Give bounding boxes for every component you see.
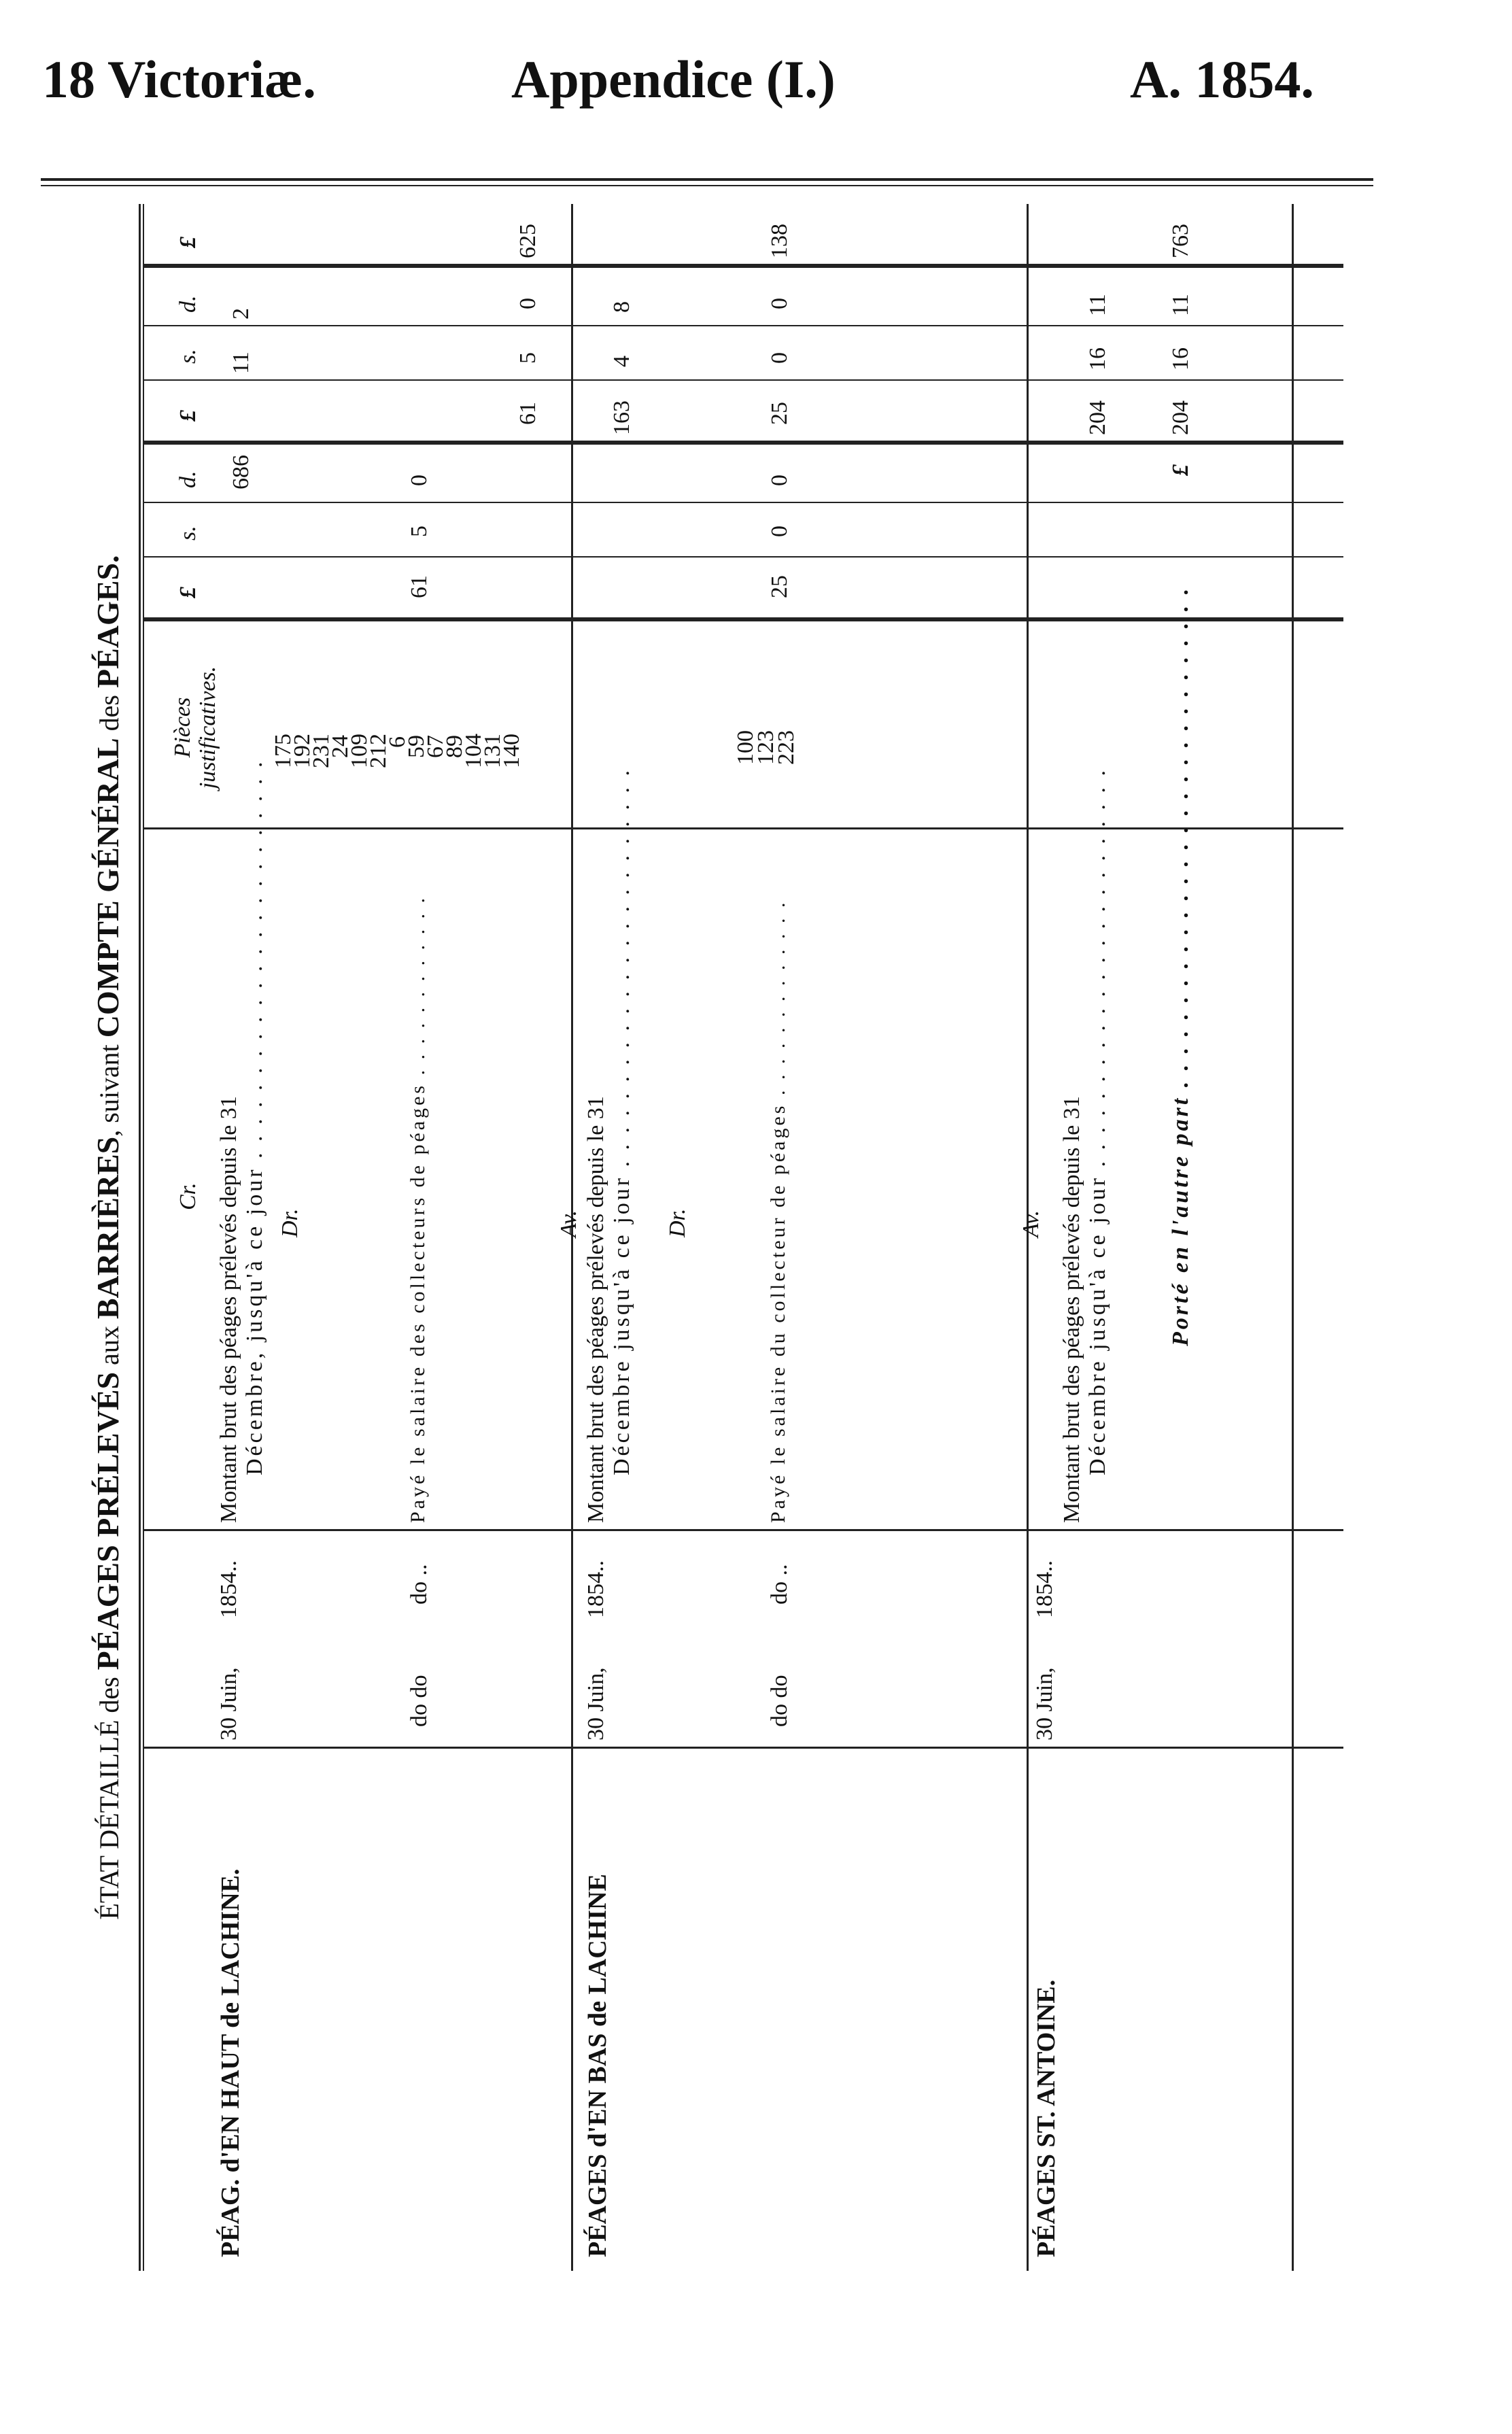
year-header: A. 1854. bbox=[1130, 50, 1314, 109]
pound-heading-2: £ bbox=[175, 410, 201, 422]
cr-total-s: 16 bbox=[1085, 347, 1110, 371]
dr-year: do .. bbox=[767, 1564, 792, 1605]
pound-heading-1: £ bbox=[175, 587, 201, 598]
col-line-amount3 bbox=[143, 264, 1343, 268]
voucher: 109 bbox=[347, 734, 372, 768]
carried-total-s: 16 bbox=[1168, 347, 1193, 371]
cr-total-s: 11 bbox=[228, 352, 254, 374]
voucher: 100 bbox=[733, 730, 758, 765]
dr-date: do do bbox=[767, 1675, 792, 1727]
cr-total-l: 204 bbox=[1085, 400, 1110, 435]
left-border bbox=[139, 204, 141, 2271]
cr-label: Av. bbox=[556, 1210, 581, 1237]
voucher: 6 bbox=[385, 736, 410, 748]
section-name: PÉAG. d'EN HAUT de LACHINE. bbox=[216, 1868, 245, 2257]
carried-total-l: 204 bbox=[1168, 400, 1193, 435]
cr-year: 1854.. bbox=[216, 1560, 241, 1618]
cr-desc-1: Montant brut des péages prélevés depuis le 31 bbox=[216, 1096, 241, 1523]
session-header: 18 Victoriæ. bbox=[42, 50, 316, 109]
grand-total-l: 763 bbox=[1168, 224, 1193, 258]
dr-label: Dr. bbox=[665, 1208, 690, 1237]
cr-desc-2: Décembre jusqu'à ce jour . . . . . . . . . . . . . . . . . . . . . . . . bbox=[1085, 767, 1110, 1475]
cr-desc-1: Montant brut des péages prélevés depuis le 31 bbox=[1059, 1096, 1084, 1523]
col-line-amount1 bbox=[143, 617, 1343, 621]
dr-total-l: 61 bbox=[515, 402, 540, 425]
cr-total-d: 2 bbox=[228, 308, 254, 320]
appendix-header: Appendice (I.) bbox=[511, 50, 836, 109]
carried-total-d: 11 bbox=[1168, 294, 1193, 316]
cr-total-l: 686 bbox=[228, 455, 254, 490]
pound-heading-3: £ bbox=[175, 237, 201, 248]
cr-label: Av. bbox=[1018, 1210, 1044, 1237]
dr-total-s: 0 bbox=[767, 352, 792, 364]
col-line-vouchers bbox=[143, 827, 1343, 829]
cr-total-l: 163 bbox=[609, 400, 634, 435]
cr-desc-1: Montant brut des péages prélevés depuis le 31 bbox=[583, 1096, 608, 1523]
dr-total-l: 25 bbox=[767, 402, 792, 425]
cr-total-d: 8 bbox=[609, 301, 634, 313]
dr-total-s: 5 bbox=[515, 352, 540, 364]
voucher: 89 bbox=[442, 735, 467, 758]
col-line-name bbox=[143, 1747, 1343, 1749]
voucher: 67 bbox=[423, 735, 448, 758]
dr-amount-l: 61 bbox=[407, 575, 432, 598]
section-sep-1 bbox=[571, 204, 573, 2271]
section-name: PÉAGES ST. ANTOINE. bbox=[1032, 1979, 1061, 2257]
shilling-heading-2: s. bbox=[175, 349, 201, 364]
cr-date: 30 Juin, bbox=[216, 1667, 241, 1741]
dr-date: do do bbox=[407, 1675, 432, 1727]
pence-heading-1: d. bbox=[175, 470, 201, 488]
statement-title: ÉTAT DÉTAILLÉ des PÉAGES PRÉLEVÉS aux BARRIÈRES, suivant COMPTE GÉNÉRAL des PÉAGES. bbox=[90, 555, 125, 1920]
cr-year: 1854.. bbox=[583, 1560, 608, 1618]
section-name: PÉAGES d'EN BAS de LACHINE bbox=[583, 1874, 612, 2257]
toll-statement-table bbox=[82, 204, 1343, 2271]
voucher: 192 bbox=[290, 734, 315, 768]
col-line-amount1-d bbox=[143, 502, 1343, 503]
cr-desc-2: Décembre jusqu'à ce jour . . . . . . . . . . . . . . . . . . . . . . . . bbox=[609, 767, 634, 1475]
voucher: 59 bbox=[404, 735, 429, 758]
balance-l: 138 bbox=[767, 224, 792, 258]
voucher: 212 bbox=[366, 734, 391, 768]
section-sep-2 bbox=[1027, 204, 1029, 2271]
voucher: 140 bbox=[499, 734, 524, 768]
voucher: 104 bbox=[461, 734, 486, 768]
carried-pound: £ bbox=[1168, 464, 1193, 476]
pence-heading-2: d. bbox=[175, 295, 201, 313]
dr-amount-d: 0 bbox=[407, 475, 432, 486]
cr-year: 1854.. bbox=[1032, 1560, 1057, 1618]
dr-total-d: 0 bbox=[767, 298, 792, 309]
col-line-amount2-d bbox=[143, 325, 1343, 326]
voucher: 175 bbox=[271, 734, 296, 768]
cr-date: 30 Juin, bbox=[1032, 1667, 1057, 1741]
col-line-date bbox=[143, 1529, 1343, 1531]
dr-amount-l: 25 bbox=[767, 575, 792, 598]
voucher: 123 bbox=[753, 730, 778, 765]
carried-forward: Porté en l'autre part . . . . . . . . . . . . . . . . . . . . . . . . . . . . . . bbox=[1168, 585, 1193, 1346]
dr-amount-s: 5 bbox=[407, 526, 432, 537]
header-rule bbox=[41, 178, 1373, 181]
balance-l: 625 bbox=[515, 224, 540, 258]
header-rule-2 bbox=[41, 185, 1373, 186]
dr-label: Dr. bbox=[277, 1208, 303, 1237]
cr-total-d: 11 bbox=[1085, 294, 1110, 316]
cr-desc-2: Décembre, jusqu'à ce jour . . . . . . . . . . . . . . . . . . . . . . . . bbox=[242, 759, 267, 1475]
voucher: 231 bbox=[309, 734, 334, 768]
shilling-heading-1: s. bbox=[175, 526, 201, 541]
dr-desc: Payé le salaire des collecteurs de péages . . . . . . . . . . . . bbox=[407, 895, 429, 1523]
dr-year: do .. bbox=[407, 1564, 432, 1605]
dr-desc: Payé le salaire du collecteur de péages . . . . . . . . . . . . . bbox=[767, 899, 789, 1523]
voucher: 131 bbox=[480, 734, 505, 768]
col-line-amount1-s bbox=[143, 556, 1343, 558]
dr-amount-d: 0 bbox=[767, 475, 792, 486]
cr-total-s: 4 bbox=[609, 356, 634, 367]
dr-total-d: 0 bbox=[515, 298, 540, 309]
cr-label: Cr. bbox=[175, 1182, 201, 1210]
cr-date: 30 Juin, bbox=[583, 1667, 608, 1741]
vouchers-heading: Pièces justificatives. bbox=[170, 666, 221, 789]
col-line-amount2-s bbox=[143, 379, 1343, 381]
header-sep bbox=[143, 204, 144, 2271]
section-sep-3 bbox=[1292, 204, 1294, 2271]
col-line-amount2 bbox=[143, 441, 1343, 445]
voucher: 223 bbox=[774, 730, 799, 765]
voucher: 24 bbox=[328, 735, 353, 758]
dr-amount-s: 0 bbox=[767, 526, 792, 537]
